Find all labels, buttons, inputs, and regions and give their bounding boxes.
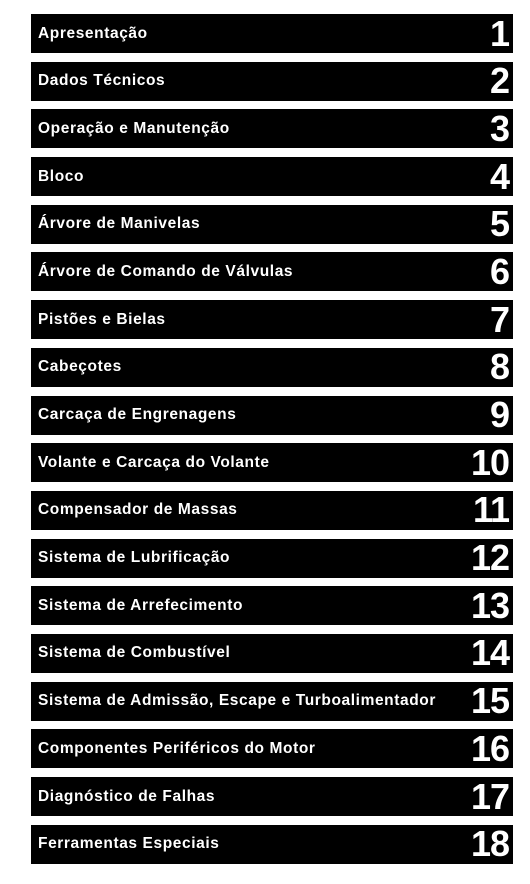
section-tab-number: 7 <box>489 298 509 340</box>
section-tab-6[interactable] <box>31 252 513 291</box>
section-tab-label: Sistema de Lubrificação <box>38 549 231 567</box>
section-tab-label: Bloco <box>38 167 85 185</box>
section-tab-label: Compensador de Massas <box>38 501 238 519</box>
section-tab-label: Sistema de Arrefecimento <box>38 596 244 614</box>
section-tab-number: 13 <box>470 584 509 626</box>
section-tab-10[interactable] <box>31 443 513 482</box>
section-tab-label: Componentes Periféricos do Motor <box>38 739 316 757</box>
section-tab-label: Volante e Carcaça do Volante <box>38 453 270 471</box>
section-tab-label: Ferramentas Especiais <box>38 835 220 853</box>
section-tab-label: Carcaça de Engrenagens <box>38 406 237 423</box>
section-tab-label: Apresentação <box>38 24 148 42</box>
section-tab-3[interactable] <box>31 109 513 148</box>
section-tab-label: Sistema de Admissão, Escape e Turboalimentador <box>38 692 436 710</box>
section-tab-number: 15 <box>470 680 509 722</box>
section-tab-label: Dados Técnicos <box>38 72 166 90</box>
section-tab-label: Pistões e Bielas <box>38 310 166 328</box>
section-tab-number: 6 <box>489 250 509 292</box>
section-tab-8[interactable] <box>31 348 513 387</box>
section-tab-5[interactable] <box>31 205 513 244</box>
section-tab-number: 17 <box>470 775 509 817</box>
section-tab-number: 18 <box>470 823 509 865</box>
section-tab-label: Cabeçotes <box>38 358 122 376</box>
section-tab-7[interactable] <box>31 300 513 339</box>
section-tab-1[interactable] <box>31 14 513 53</box>
section-tab-15[interactable] <box>31 682 513 721</box>
section-tab-2[interactable] <box>31 62 513 101</box>
section-tab-16[interactable] <box>31 729 513 768</box>
section-tab-number: 10 <box>470 441 509 483</box>
section-tab-label: Diagnóstico de Falhas <box>38 787 216 805</box>
section-tab-12[interactable] <box>31 539 513 578</box>
section-tab-label: Árvore de Comando de Válvulas <box>38 262 294 280</box>
section-tab-number: 16 <box>470 727 509 769</box>
section-tab-number: 8 <box>489 346 509 388</box>
section-tab-number: 2 <box>489 60 509 102</box>
section-tab-number: 1 <box>489 12 509 54</box>
section-tab-11[interactable] <box>31 491 513 530</box>
section-tab-4[interactable] <box>31 157 513 196</box>
section-tab-number: 11 <box>472 489 509 531</box>
section-tab-17[interactable] <box>31 777 513 816</box>
section-tab-14[interactable] <box>31 634 513 673</box>
section-tab-number: 12 <box>470 537 509 579</box>
section-tab-list <box>31 14 513 872</box>
section-tab-number: 4 <box>489 155 509 197</box>
section-tab-18[interactable] <box>31 825 513 864</box>
section-tab-number: 5 <box>489 203 509 245</box>
section-tab-number: 9 <box>489 394 509 435</box>
section-tab-number: 3 <box>489 107 509 149</box>
section-tab-label: Operação e Manutenção <box>38 119 230 137</box>
section-tab-13[interactable] <box>31 586 513 625</box>
section-tab-9[interactable] <box>31 396 513 435</box>
section-tab-label: Sistema de Combustível <box>38 644 231 662</box>
section-tab-number: 14 <box>470 632 509 674</box>
section-tab-label: Árvore de Manivelas <box>38 215 201 233</box>
